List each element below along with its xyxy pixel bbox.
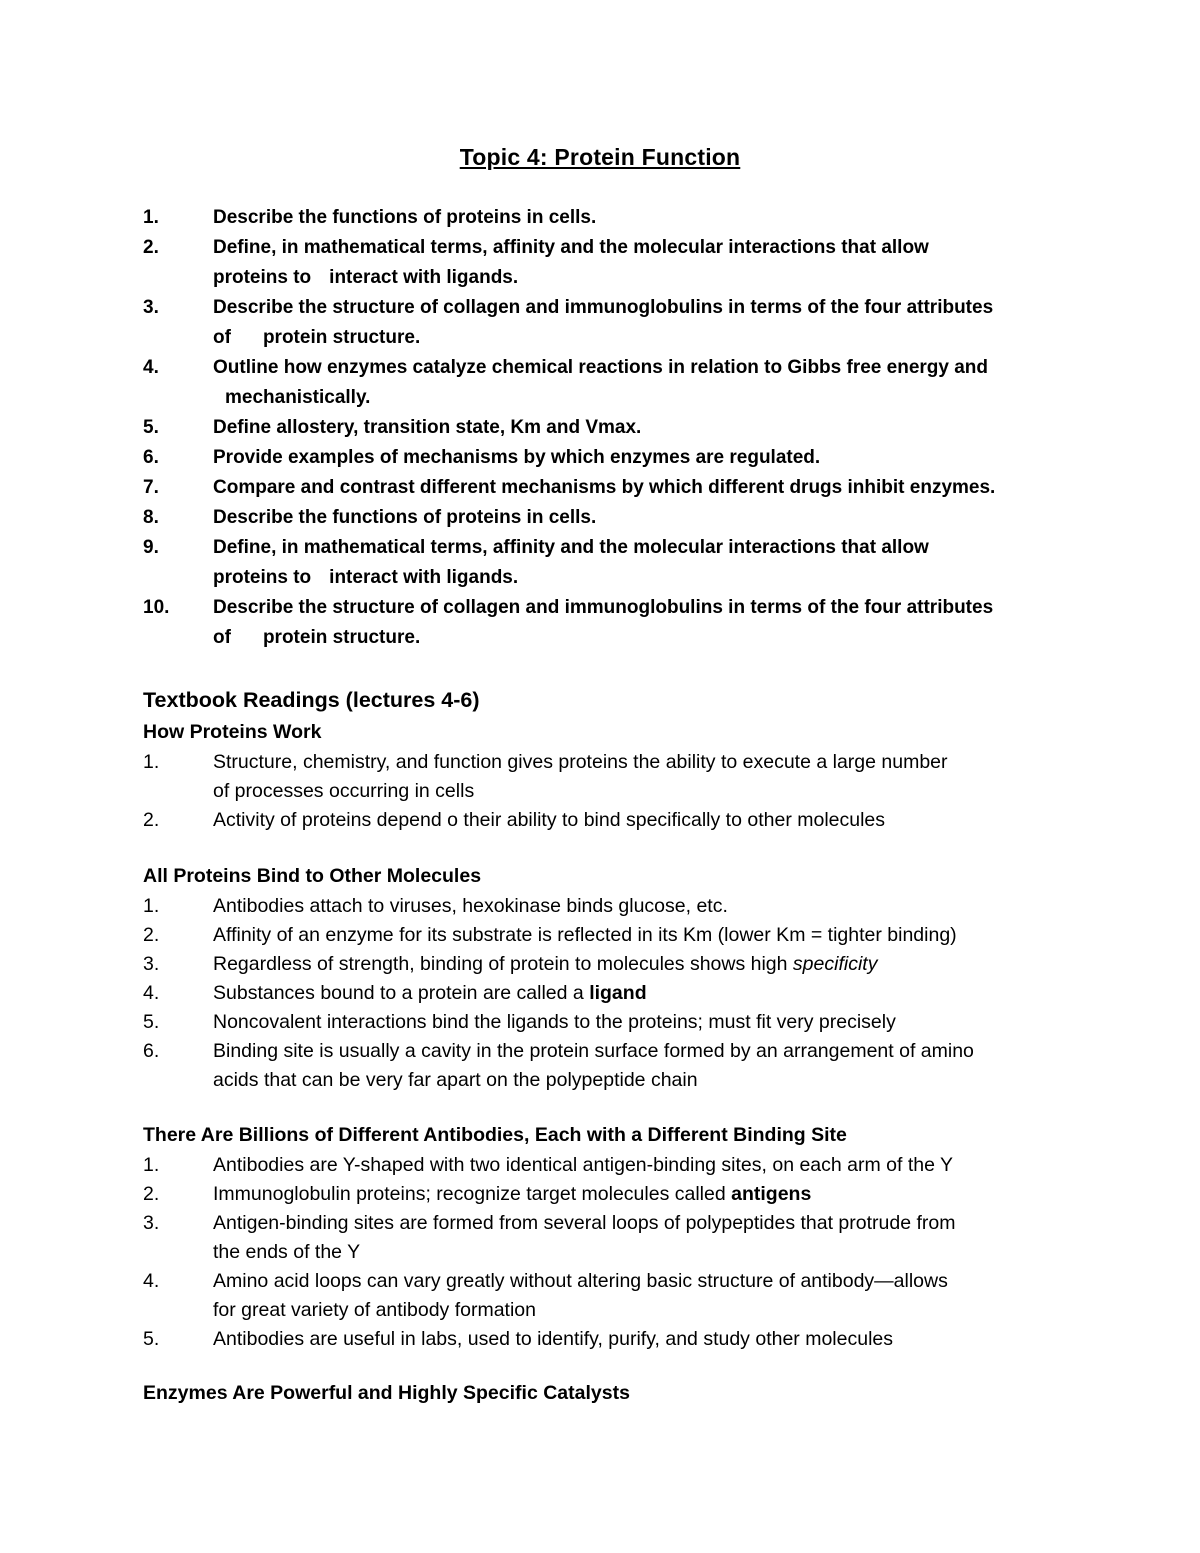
- item-number: 3.: [143, 953, 160, 975]
- list-item: [143, 503, 1143, 533]
- item-text: [213, 950, 1143, 979]
- list-item: [143, 1209, 1143, 1267]
- item-text-part: protein structure.: [262, 627, 421, 648]
- emphasis-text: specificity: [792, 953, 878, 975]
- list-item: [143, 892, 1143, 921]
- item-text-continuation: of processes occurring in cells: [213, 780, 475, 802]
- bold-term: ligand: [589, 982, 647, 1004]
- item-number: 10.: [143, 597, 170, 618]
- page-title: Topic 4: Protein Function: [459, 144, 741, 170]
- item-text-continuation: [213, 623, 1143, 653]
- item-text-part: protein structure.: [262, 327, 421, 348]
- item-number: 6.: [143, 1040, 160, 1062]
- item-text: Antibodies attach to viruses, hexokinase binds glucose, etc.: [213, 895, 728, 917]
- list-item: [143, 413, 1143, 443]
- section-list: [143, 1151, 1143, 1354]
- list-item: [143, 950, 1143, 979]
- item-text-continuation: [213, 563, 1143, 593]
- item-text: Activity of proteins depend o their ability to bind specifically to other molecules: [213, 809, 886, 831]
- item-text: [213, 979, 1143, 1008]
- section-heading: How Proteins Work: [143, 721, 322, 743]
- list-item: [143, 203, 1143, 233]
- item-number: 1.: [143, 895, 160, 917]
- item-number: 9.: [143, 537, 159, 558]
- item-text-continuation: mechanistically.: [225, 387, 371, 408]
- objectives-list: [143, 203, 1143, 653]
- item-text: Affinity of an enzyme for its substrate is reflected in its Km (lower Km = tighter binding): [213, 924, 957, 946]
- item-text: Noncovalent interactions bind the ligands to the proteins; must fit very precisely: [213, 1011, 896, 1033]
- item-number: 1.: [143, 207, 159, 228]
- item-text: Antibodies are useful in labs, used to identify, purify, and study other molecules: [213, 1328, 893, 1350]
- item-text-continuation: the ends of the Y: [213, 1241, 361, 1263]
- section-list: [143, 748, 1143, 835]
- item-number: 2.: [143, 924, 160, 946]
- section-list: [143, 892, 1143, 1095]
- item-text: Define allostery, transition state, Km and Vmax.: [213, 417, 642, 438]
- bold-term: antigens: [731, 1183, 812, 1205]
- item-text: Compare and contrast different mechanisms by which different drugs inhibit enzymes.: [213, 477, 996, 498]
- list-item: [143, 1037, 1143, 1095]
- item-text-part: Regardless of strength, binding of protein to molecules shows high: [213, 953, 793, 975]
- item-text-continuation: for great variety of antibody formation: [213, 1299, 536, 1321]
- section-heading: Enzymes Are Powerful and Highly Specific Catalysts: [143, 1382, 630, 1404]
- item-number: 4.: [143, 357, 159, 378]
- list-item: [143, 1151, 1143, 1180]
- list-item: [143, 353, 1143, 413]
- item-number: 7.: [143, 477, 159, 498]
- item-text: Define, in mathematical terms, affinity and the molecular interactions that allow: [213, 537, 929, 558]
- list-item: [143, 443, 1143, 473]
- item-text: Structure, chemistry, and function gives proteins the ability to execute a large number: [213, 751, 948, 773]
- item-number: 5.: [143, 1011, 160, 1033]
- item-number: 1.: [143, 751, 160, 773]
- item-text: Antibodies are Y-shaped with two identical antigen-binding sites, on each arm of the Y: [213, 1154, 954, 1176]
- item-text: Binding site is usually a cavity in the protein surface formed by an arrangement of amino: [213, 1040, 974, 1062]
- item-number: 2.: [143, 237, 159, 258]
- item-text-part: proteins to: [213, 567, 312, 588]
- item-text-continuation: acids that can be very far apart on the polypeptide chain: [213, 1069, 698, 1091]
- list-item: [143, 748, 1143, 806]
- list-item: [143, 979, 1143, 1008]
- item-number: 2.: [143, 1183, 160, 1205]
- readings-heading: Textbook Readings (lectures 4-6): [143, 688, 480, 712]
- item-text-part: interact with ligands.: [329, 567, 519, 588]
- item-text: Describe the functions of proteins in cells.: [213, 207, 597, 228]
- item-number: 6.: [143, 447, 159, 468]
- section-heading: All Proteins Bind to Other Molecules: [143, 865, 482, 887]
- list-item: [143, 921, 1143, 950]
- list-item: [143, 1008, 1143, 1037]
- item-text-part: interact with ligands.: [329, 267, 519, 288]
- item-text: Describe the structure of collagen and immunoglobulins in terms of the four attributes: [213, 597, 994, 618]
- item-number: 5.: [143, 1328, 160, 1350]
- item-number: 1.: [143, 1154, 160, 1176]
- list-item: [143, 806, 1143, 835]
- item-text: Describe the functions of proteins in cells.: [213, 507, 597, 528]
- item-number: 3.: [143, 1212, 160, 1234]
- item-text: Define, in mathematical terms, affinity and the molecular interactions that allow: [213, 237, 929, 258]
- item-text-continuation: [213, 263, 1143, 293]
- item-text: Amino acid loops can vary greatly without altering basic structure of antibody—allows: [213, 1270, 948, 1292]
- list-item: [143, 473, 1143, 503]
- item-text: Describe the structure of collagen and immunoglobulins in terms of the four attributes: [213, 297, 994, 318]
- item-number: 4.: [143, 1270, 160, 1292]
- item-text-part: Substances bound to a protein are called a: [213, 982, 590, 1004]
- item-text: Antigen-binding sites are formed from several loops of polypeptides that protrude from: [213, 1212, 956, 1234]
- list-item: [143, 293, 1143, 353]
- item-text: Outline how enzymes catalyze chemical reactions in relation to Gibbs free energy and: [213, 357, 989, 378]
- item-number: 3.: [143, 297, 159, 318]
- list-item: [143, 533, 1143, 593]
- item-text-part: of: [213, 627, 231, 648]
- item-number: 2.: [143, 809, 160, 831]
- item-text-continuation: [213, 323, 1143, 353]
- item-text-part: Immunoglobulin proteins; recognize target molecules called: [213, 1183, 732, 1205]
- list-item: [143, 1267, 1143, 1325]
- item-number: 8.: [143, 507, 159, 528]
- item-text-part: proteins to: [213, 267, 312, 288]
- list-item: [143, 233, 1143, 293]
- list-item: [143, 593, 1143, 653]
- item-number: 4.: [143, 982, 160, 1004]
- item-number: 5.: [143, 417, 159, 438]
- section-heading: There Are Billions of Different Antibodies, Each with a Different Binding Site: [143, 1124, 847, 1146]
- item-text: [213, 1180, 1143, 1209]
- list-item: [143, 1180, 1143, 1209]
- list-item: [143, 1325, 1143, 1354]
- item-text: Provide examples of mechanisms by which enzymes are regulated.: [213, 447, 821, 468]
- item-text-part: of: [213, 327, 231, 348]
